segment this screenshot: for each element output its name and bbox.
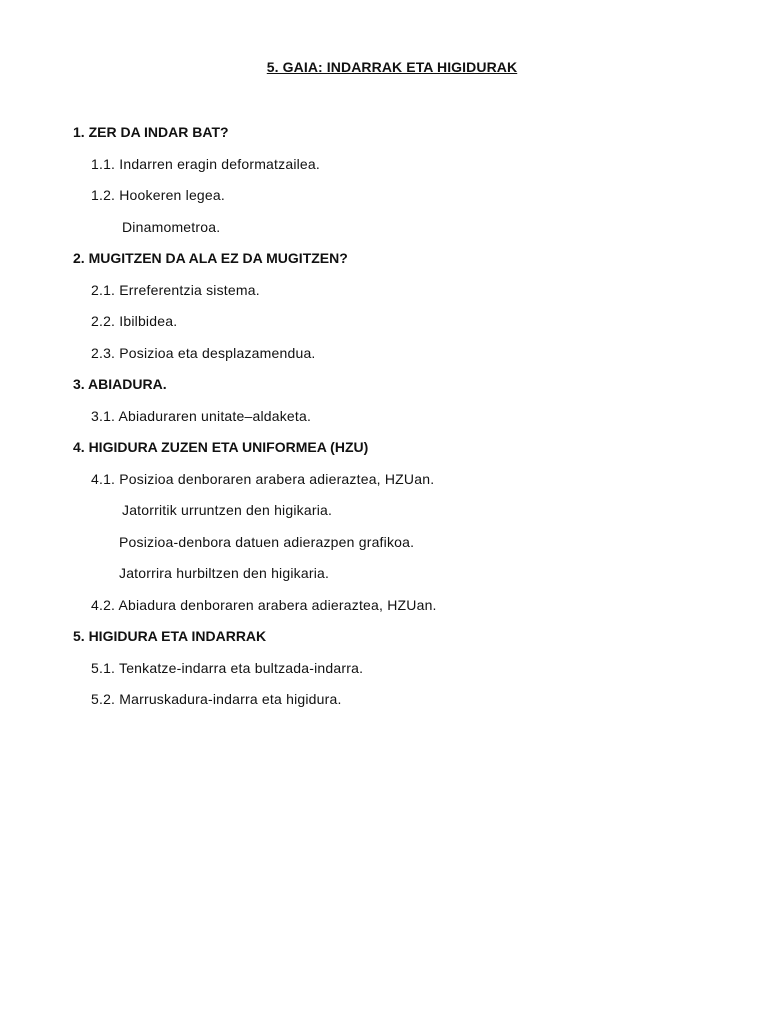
section-heading-3: 3. ABIADURA. xyxy=(73,376,167,392)
subsection-2-1: 2.1. Erreferentzia sistema. xyxy=(91,281,260,298)
subitem-posizioa-denbora: Posizioa-denbora datuen adierazpen grafikoa. xyxy=(119,533,415,550)
subsection-2-3: 2.3. Posizioa eta desplazamendua. xyxy=(91,344,316,361)
document-title: 5. GAIA: INDARRAK ETA HIGIDURAK xyxy=(266,59,518,75)
subitem-dinamometroa: Dinamometroa. xyxy=(122,218,221,235)
subitem-jatorrira: Jatorrira hurbiltzen den higikaria. xyxy=(119,565,330,581)
subsection-1-2: 1.2. Hookeren legea. xyxy=(91,187,225,203)
subsection-5-1: 5.1. Tenkatze-indarra eta bultzada-indarra. xyxy=(91,659,364,676)
section-heading-4: 4. HIGIDURA ZUZEN ETA UNIFORMEA (HZU) xyxy=(73,439,369,455)
subsection-4-2: 4.2. Abiadura denboraren arabera adieraztea, HZUan. xyxy=(91,596,437,613)
section-heading-2: 2. MUGITZEN DA ALA EZ DA MUGITZEN? xyxy=(73,250,348,266)
subsection-2-2: 2.2. Ibilbidea. xyxy=(91,313,178,329)
subsection-3-1: 3.1. Abiaduraren unitate–aldaketa. xyxy=(91,407,312,424)
subsection-4-1: 4.1. Posizioa denboraren arabera adieraztea, HZUan. xyxy=(91,470,435,487)
outline xyxy=(0,122,768,721)
section-heading-1: 1. ZER DA INDAR BAT? xyxy=(73,124,229,140)
subsection-1-1: 1.1. Indarren eragin deformatzailea. xyxy=(91,155,320,172)
section-heading-5: 5. HIGIDURA ETA INDARRAK xyxy=(73,628,267,644)
subitem-jatorritik: Jatorritik urruntzen den higikaria. xyxy=(122,502,333,518)
subsection-5-2: 5.2. Marruskadura-indarra eta higidura. xyxy=(91,691,342,707)
